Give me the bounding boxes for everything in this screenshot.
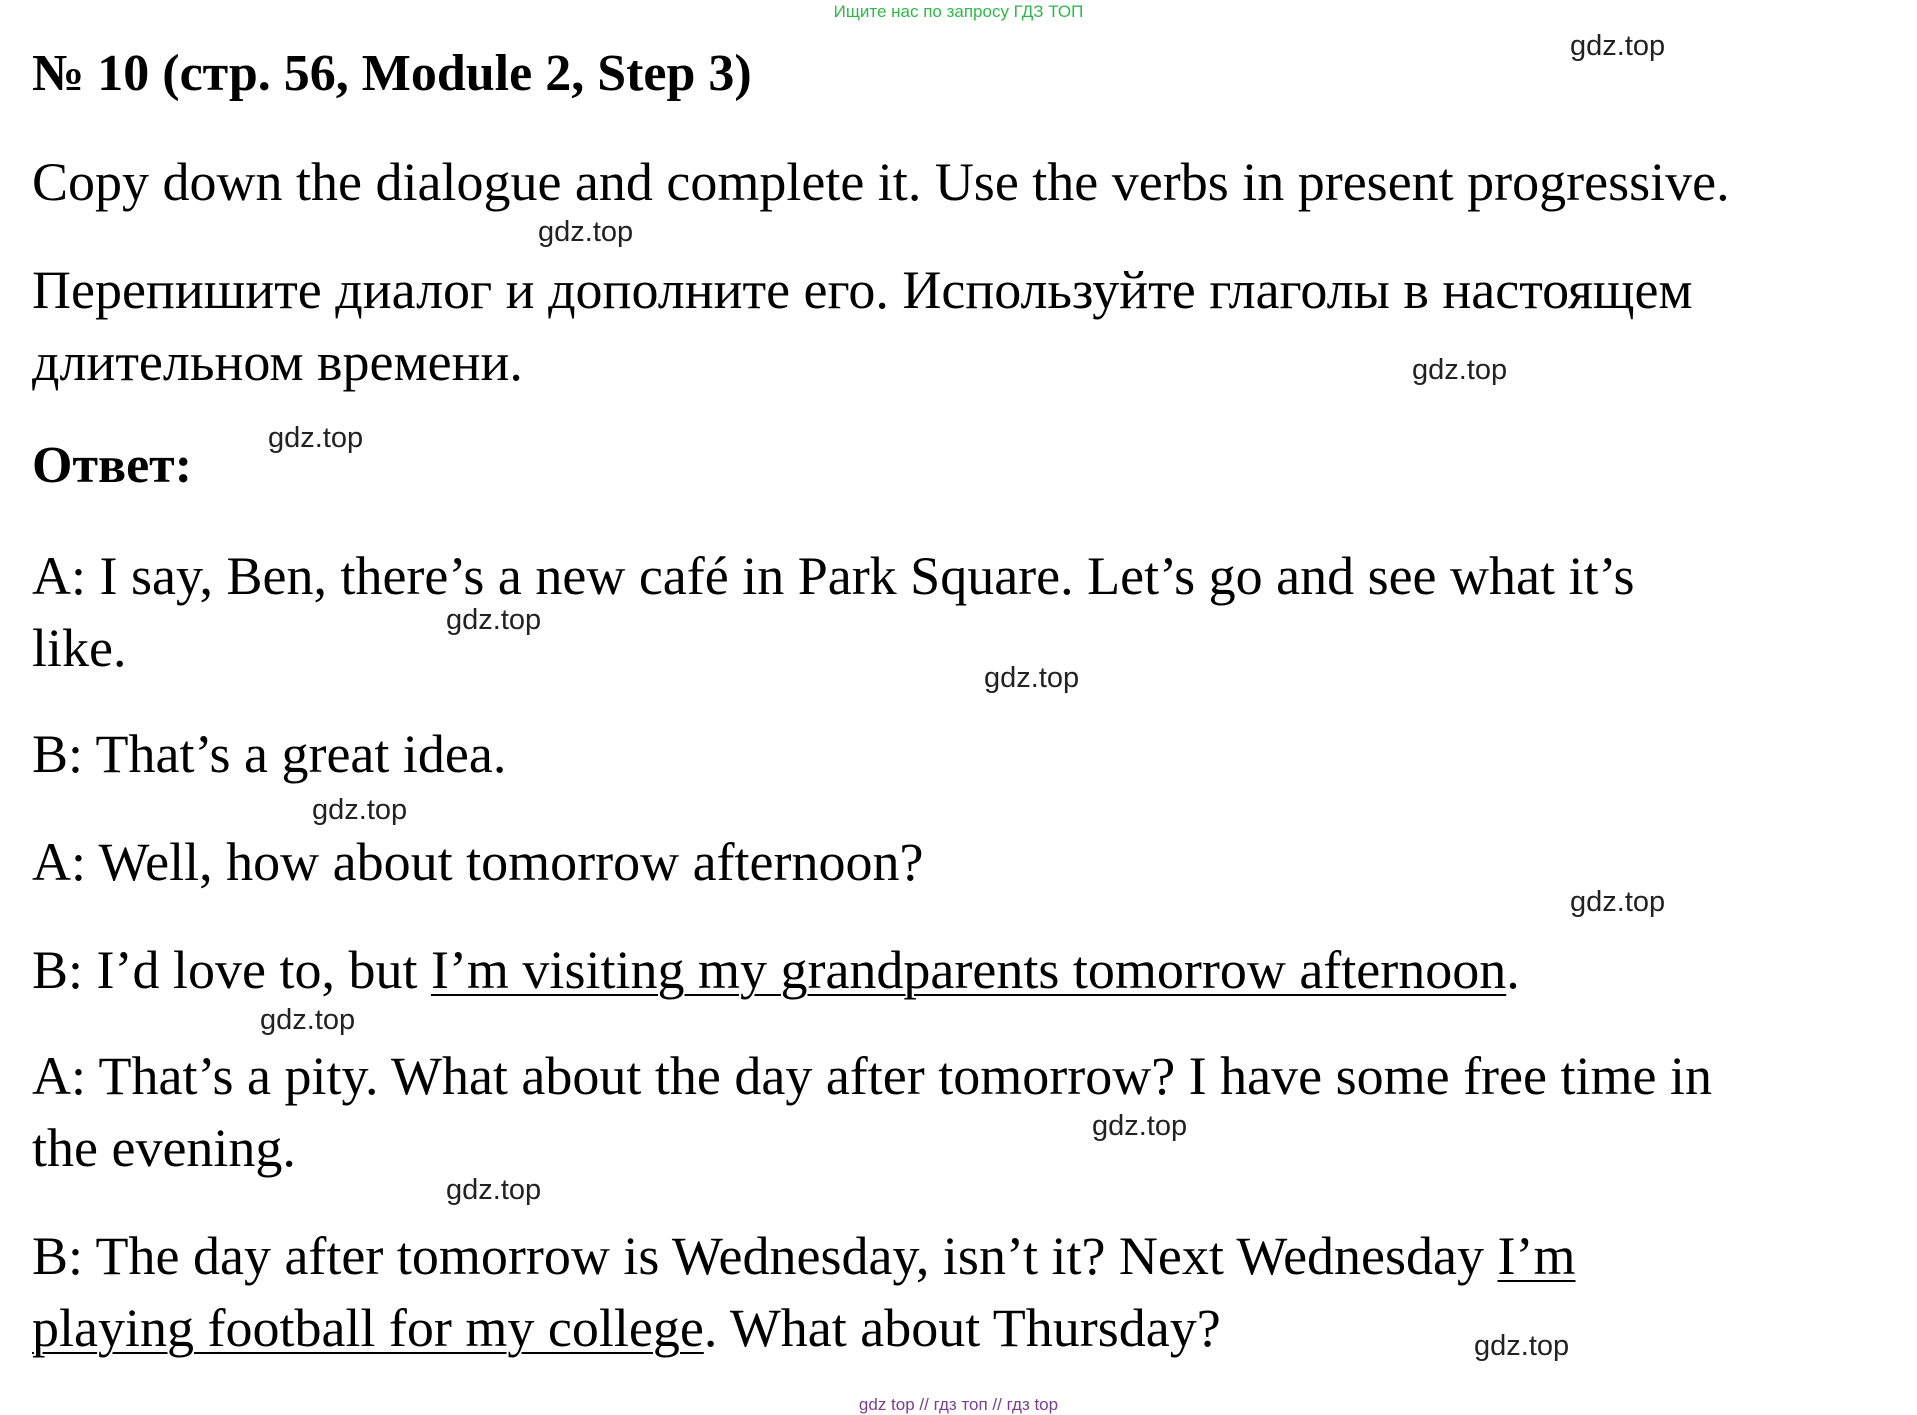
watermark: gdz.top bbox=[1570, 30, 1666, 62]
watermark: gdz.top bbox=[446, 604, 542, 636]
dialogue-line-2: B: That’s a great idea. bbox=[32, 724, 507, 784]
dialogue-line-1b: like. bbox=[32, 618, 127, 678]
top-banner: Ищите нас по запросу ГДЗ ТОП bbox=[833, 2, 1084, 21]
page-title: № 10 (стр. 56, Module 2, Step 3) bbox=[32, 45, 752, 102]
watermark: gdz.top bbox=[1570, 886, 1666, 918]
instruction-english: Copy down the dialogue and complete it. Use the verbs in present progressive. bbox=[32, 152, 1730, 212]
dialogue-line-6-prefix: B: The day after tomorrow is Wednesday, isn’t it? Next Wednesday bbox=[32, 1226, 1498, 1286]
dialogue-line-6a bbox=[32, 1220, 1575, 1292]
dialogue-line-6b bbox=[32, 1292, 1221, 1364]
watermark: gdz.top bbox=[1412, 354, 1508, 386]
watermark: gdz.top bbox=[312, 794, 408, 826]
watermark: gdz.top bbox=[268, 422, 364, 454]
dialogue-line-5b: the evening. bbox=[32, 1118, 296, 1178]
dialogue-line-5a: A: That’s a pity. What about the day after tomorrow? I have some free time in bbox=[32, 1046, 1712, 1106]
watermark: gdz.top bbox=[538, 216, 634, 248]
watermark: gdz.top bbox=[1092, 1110, 1188, 1142]
dialogue-line-3: A: Well, how about tomorrow afternoon? bbox=[32, 832, 924, 892]
dialogue-line-4 bbox=[32, 934, 1520, 1006]
dialogue-line-6-suffix: . What about Thursday? bbox=[703, 1298, 1221, 1358]
bottom-banner: gdz top // гдз топ // гдз top bbox=[858, 1395, 1059, 1414]
watermark: gdz.top bbox=[260, 1004, 356, 1036]
watermark: gdz.top bbox=[984, 662, 1080, 694]
instruction-russian-line-2: длительном времени. bbox=[32, 332, 523, 392]
answer-heading: Ответ: bbox=[32, 437, 193, 494]
answer-underlined-1: I’m visiting my grandparents tomorrow afternoon bbox=[430, 940, 1507, 1000]
dialogue-line-1a: A: I say, Ben, there’s a new café in Park Square. Let’s go and see what it’s bbox=[32, 546, 1635, 606]
watermark: gdz.top bbox=[446, 1174, 542, 1206]
answer-underlined-2a: I’m bbox=[1497, 1226, 1576, 1286]
dialogue-line-4-suffix: . bbox=[1506, 940, 1520, 1000]
dialogue-line-4-prefix: B: I’d love to, but bbox=[32, 940, 431, 1000]
answer-underlined-2b: playing football for my college bbox=[32, 1298, 704, 1358]
watermark: gdz.top bbox=[1474, 1330, 1570, 1362]
instruction-russian-line-1: Перепишите диалог и дополните его. Используйте глаголы в настоящем bbox=[32, 260, 1693, 320]
